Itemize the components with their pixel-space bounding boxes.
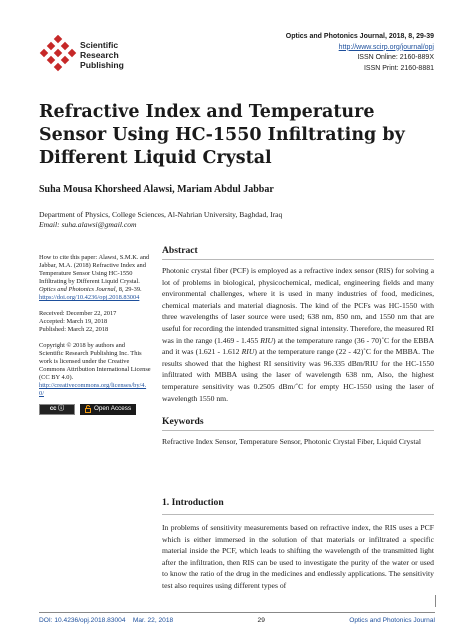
license-badges: [39, 404, 151, 415]
footer-journal: Optics and Photonics Journal: [349, 617, 435, 624]
keywords-text: Refractive Index Sensor, Temperature Sensor, Photonic Crystal Fiber, Liquid Crystal: [162, 437, 421, 447]
open-lock-icon: [85, 405, 91, 413]
license-link[interactable]: http://creativecommons.org/licenses/by/4.0/: [39, 382, 147, 398]
published-date: Published: March 22, 2018: [39, 325, 109, 333]
article-info-sidebar: [39, 254, 151, 415]
abstract-text: Photonic crystal fiber (PCF) is employed as a refractive index sensor (RIS) for solving a lot of problems in biological, physicochemical, medical, engineering fields and many environmental challenges, where it is used in many industries of food, medicines, chemical materials and material diagnosis. The kind of the PCFs was HC-1550 with three wavelengths of laser source were used; 638 nm, 850 nm, and 1550 nm that are useful for recording the intended transmitted signal intensity. Therefore, the measured RI was in the range (1.469 - 1.455 RIU) at the temperature range (36 - 70)˚C for the EBBA and it was (1.621 - 1.612 RIU) at the temperature range (22 - 42)˚C for the MBBA. The results showed that the highest RI sensitivity was 96.335 dBm/RIU for the HC-1550 infiltrated with MBBA using the laser of wavelength 638 nm, Also, the highest temperature sensitivity was 0.2505 dBm/˚C for empty HC-1550 using the laser of wavelength 1550 nm.: [162, 266, 435, 403]
doi-link[interactable]: https://doi.org/10.4236/opj.2018.83004: [39, 294, 140, 302]
journal-info: [286, 32, 434, 74]
journal-citation: Optics and Photonics Journal, 2018, 8, 29-39: [285, 33, 434, 40]
footer-doi: DOI: 10.4236/opj.2018.83004 Mar. 22, 2018: [39, 617, 174, 624]
cc-by-badge[interactable]: cc ⓘ: [39, 404, 75, 415]
page-footer: [39, 612, 435, 624]
article-title: Refractive Index and Temperature Sensor Using HC-1550 Infiltrating by Different Liquid Crystal: [39, 102, 405, 168]
copyright-block: Copyright © 2018 by authors and Scientific Research Publishing Inc. This work is licensed under the Creative Commons Attribution International License (CC BY 4.0). http://creativecommons.org/licenses/by/4.0/: [39, 341, 151, 398]
journal-url-link[interactable]: http://www.scirp.org/journal/opj: [338, 43, 434, 51]
page-number: 29: [257, 617, 265, 624]
accepted-date: Accepted: March 19, 2018: [39, 317, 108, 325]
open-access-badge: Open Access: [80, 404, 136, 415]
introduction-heading: 1. Introduction: [162, 497, 434, 515]
issn-print: ISSN Print: 2160-8881: [363, 64, 434, 72]
article-authors: Suha Mousa Khorsheed Alawsi, Mariam Abdul Jabbar: [39, 184, 274, 195]
affiliation: Department of Physics, College Sciences, Al-Nahrian University, Baghdad, Iraq: [39, 210, 283, 219]
citation-block: How to cite this paper: Alawsi, S.M.K. and Jabbar, M.A. (2018) Refractive Index and Temperature Sensor Using HC-1550 Infiltrating by Different Liquid Crystal. Optics and Photonics Journal, 8, 29-39. https://doi.org/10.4236/opj.2018.83004: [39, 254, 150, 302]
keywords-heading: Keywords: [162, 416, 434, 431]
margin-rule: [435, 595, 436, 607]
author-email: Email: suha.alawsi@gmail.com: [39, 220, 137, 229]
issn-online: ISSN Online: 2160-889X: [357, 54, 434, 61]
affiliation-block: [39, 210, 282, 230]
introduction-section: [162, 497, 434, 592]
abstract-column: [162, 245, 434, 448]
dates-block: [39, 310, 151, 334]
publisher-logo: [39, 35, 159, 75]
introduction-text: In problems of sensitivity measurements based on refractive index, the RIS uses a PCF which is either immersed in the solution of that materials or infiltrated a specific material inside the PCF, which leads to shifting the wavelength of the transmitted light after the infiltration, then RIS can be used to investigate the purity of the water or used to know the ratio of the drug in the medicines and endlessly applications. The sensitivity test also requires using different types of: [162, 523, 434, 590]
publisher-logo-icon: [39, 35, 77, 73]
received-date: Received: December 22, 2017: [39, 309, 117, 317]
publisher-name: Scientific Research Publishing: [80, 40, 124, 70]
abstract-heading: Abstract: [162, 245, 434, 260]
